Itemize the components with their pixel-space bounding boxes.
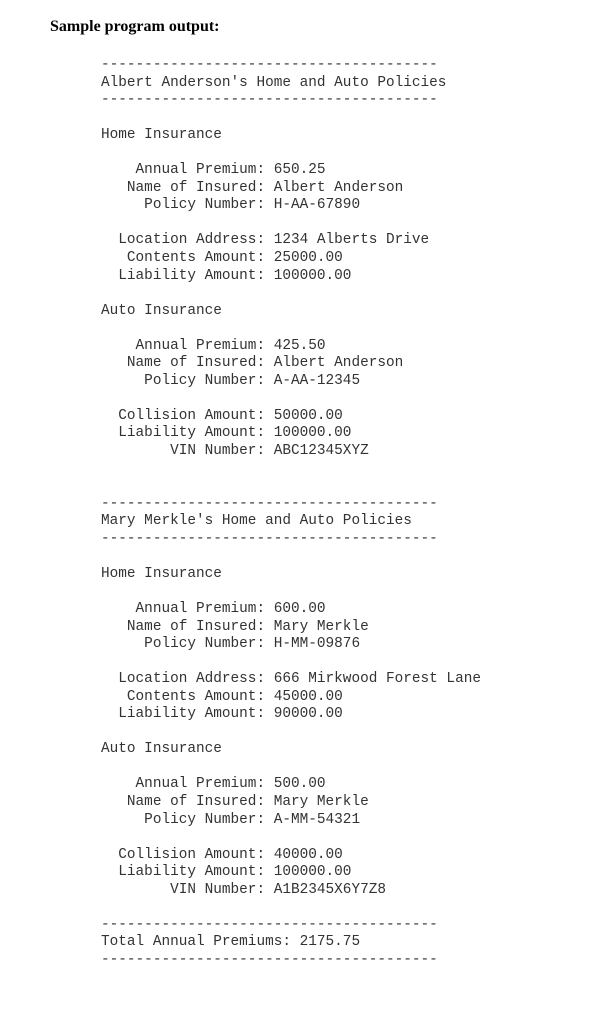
policy-owner-header: Albert Anderson's Home and Auto Policies xyxy=(101,74,447,91)
field-line: VIN Number: ABC12345XYZ xyxy=(101,443,369,460)
divider-line: --------------------------------------- xyxy=(101,57,438,73)
field-line: Annual Premium: 600.00 xyxy=(101,600,326,617)
divider-line: --------------------------------------- xyxy=(101,916,438,933)
section-title: Home Insurance xyxy=(101,565,222,582)
divider-line: --------------------------------------- xyxy=(101,951,438,968)
field-line: Annual Premium: 500.00 xyxy=(101,776,326,793)
divider-line: --------------------------------------- xyxy=(101,495,438,512)
field-line: Location Address: 1234 Alberts Drive xyxy=(101,232,430,249)
divider-line: --------------------------------------- xyxy=(101,530,438,547)
divider-line: --------------------------------------- xyxy=(101,92,438,109)
field-line: Name of Insured: Albert Anderson xyxy=(101,179,404,196)
field-line: Liability Amount: 100000.00 xyxy=(101,425,352,442)
field-line: Collision Amount: 50000.00 xyxy=(101,407,343,424)
field-line: Location Address: 666 Mirkwood Forest Lane xyxy=(101,671,481,688)
section-title: Auto Insurance xyxy=(101,741,222,758)
field-line: Policy Number: A-MM-54321 xyxy=(101,811,361,828)
field-line: Liability Amount: 100000.00 xyxy=(101,267,352,284)
field-line: Annual Premium: 650.25 xyxy=(101,162,326,179)
field-line: Name of Insured: Mary Merkle xyxy=(101,793,369,810)
field-line: Contents Amount: 45000.00 xyxy=(101,688,343,705)
field-line: Name of Insured: Mary Merkle xyxy=(101,618,369,635)
program-output xyxy=(101,57,481,969)
section-title: Auto Insurance xyxy=(101,302,222,319)
field-line: Policy Number: H-AA-67890 xyxy=(101,197,361,214)
section-title: Home Insurance xyxy=(101,127,222,144)
total-premiums-line: Total Annual Premiums: 2175.75 xyxy=(101,934,361,951)
field-line: Policy Number: H-MM-09876 xyxy=(101,636,361,653)
policy-owner-header: Mary Merkle's Home and Auto Policies xyxy=(101,513,412,530)
field-line: VIN Number: A1B2345X6Y7Z8 xyxy=(101,881,386,898)
field-line: Liability Amount: 90000.00 xyxy=(101,706,343,723)
field-line: Contents Amount: 25000.00 xyxy=(101,250,343,267)
field-line: Liability Amount: 100000.00 xyxy=(101,864,352,881)
field-line: Collision Amount: 40000.00 xyxy=(101,846,343,863)
field-line: Policy Number: A-AA-12345 xyxy=(101,372,361,389)
field-line: Name of Insured: Albert Anderson xyxy=(101,355,404,372)
page-heading: Sample program output: xyxy=(50,18,220,35)
field-line: Annual Premium: 425.50 xyxy=(101,337,326,354)
